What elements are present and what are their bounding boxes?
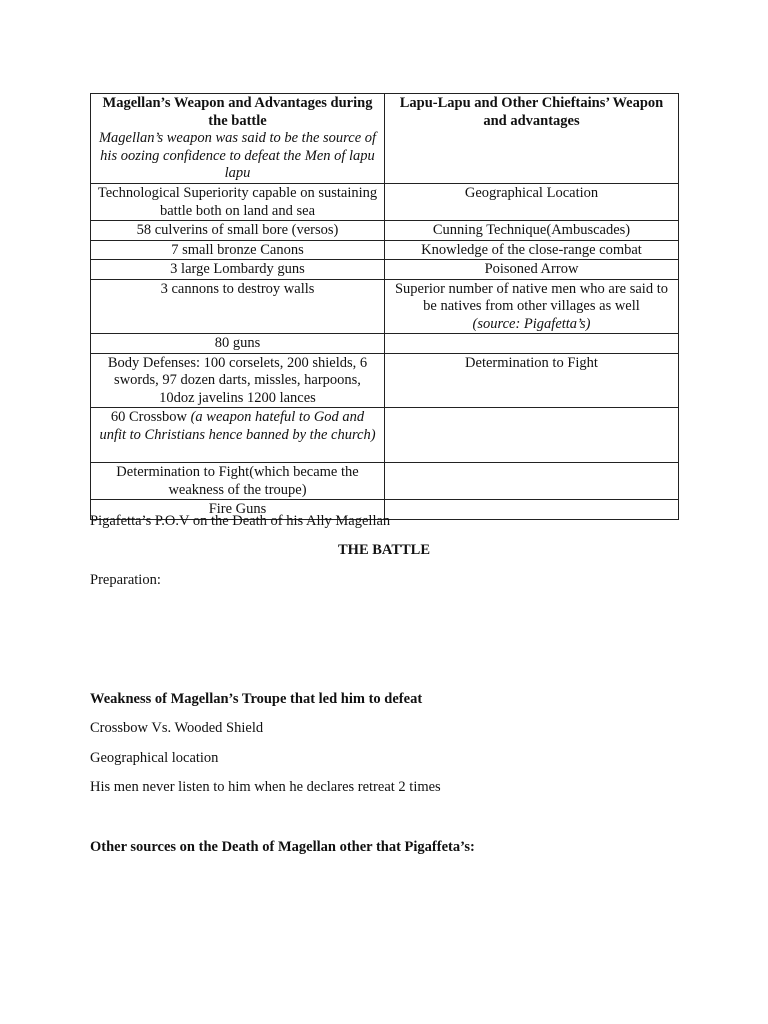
- table-row: [91, 353, 679, 408]
- table-cell: Knowledge of the close-range combat: [385, 240, 679, 260]
- table-cell: Body Defenses: 100 corselets, 200 shields, 6 swords, 97 dozen darts, missles, harpoons, 10doz javelins 1200 lances: [91, 353, 385, 408]
- table-cell: Fire Guns: [91, 500, 385, 520]
- table-cell: 58 culverins of small bore (versos): [91, 221, 385, 241]
- table-cell: Poisoned Arrow: [385, 260, 679, 280]
- crossbow-note: (a weapon hateful to God and unfit to Christians hence banned by the church): [99, 409, 376, 443]
- weakness-item: Crossbow Vs. Wooded Shield: [90, 720, 264, 736]
- preparation-label: Preparation:: [90, 572, 161, 588]
- table-cell: 80 guns: [91, 334, 385, 354]
- source-note: (source: Pigafetta’s): [472, 315, 591, 332]
- table-row: [91, 279, 679, 334]
- table-cell-text: 60 Crossbow: [110, 409, 187, 425]
- header-lapulapu-title: Lapu-Lapu and Other Chieftains’ Weapon and advantages: [399, 95, 664, 129]
- weakness-item: His men never listen to him when he declares retreat 2 times: [90, 779, 441, 795]
- table-cell: Determination to Fight: [385, 353, 679, 408]
- table-cell: Cunning Technique(Ambuscades): [385, 221, 679, 241]
- table-row: [91, 463, 679, 500]
- table-cell: Determination to Fight(which became the weakness of the troupe): [91, 463, 385, 500]
- table-row: [91, 334, 679, 354]
- table-row: [91, 408, 679, 463]
- table-cell: [385, 463, 679, 500]
- table-cell: [91, 408, 385, 463]
- header-magellan-note: Magellan’s weapon was said to be the source of his oozing confidence to defeat the Men of lapu lapu: [98, 130, 377, 181]
- table-caption: Pigafetta’s P.O.V on the Death of his Ally Magellan: [90, 513, 391, 529]
- table-row: [91, 240, 679, 260]
- table-header-row: [91, 94, 679, 184]
- table-cell: [385, 408, 679, 463]
- table-row: [91, 184, 679, 221]
- table-cell-text: Superior number of native men who are said to be natives from other villages as well: [394, 280, 668, 314]
- table-cell: 3 cannons to destroy walls: [91, 279, 385, 334]
- table-cell: Geographical Location: [385, 184, 679, 221]
- weapons-comparison-table: [90, 93, 679, 520]
- battle-title: THE BATTLE: [338, 542, 430, 558]
- header-magellan-title: Magellan’s Weapon and Advantages during the battle: [102, 95, 373, 129]
- weakness-item: Geographical location: [90, 750, 219, 766]
- table-cell: [385, 279, 679, 334]
- table-cell: Technological Superiority capable on sustaining battle both on land and sea: [91, 184, 385, 221]
- table-row: [91, 260, 679, 280]
- table-cell: [385, 334, 679, 354]
- header-cell-lapulapu: [385, 94, 679, 184]
- header-cell-magellan: [91, 94, 385, 184]
- table-cell: 7 small bronze Canons: [91, 240, 385, 260]
- other-sources-heading: Other sources on the Death of Magellan other that Pigaffeta’s:: [90, 839, 475, 855]
- table-cell: 3 large Lombardy guns: [91, 260, 385, 280]
- table-cell: [385, 500, 679, 520]
- weakness-heading: Weakness of Magellan’s Troupe that led him to defeat: [90, 691, 423, 707]
- table-row: [91, 221, 679, 241]
